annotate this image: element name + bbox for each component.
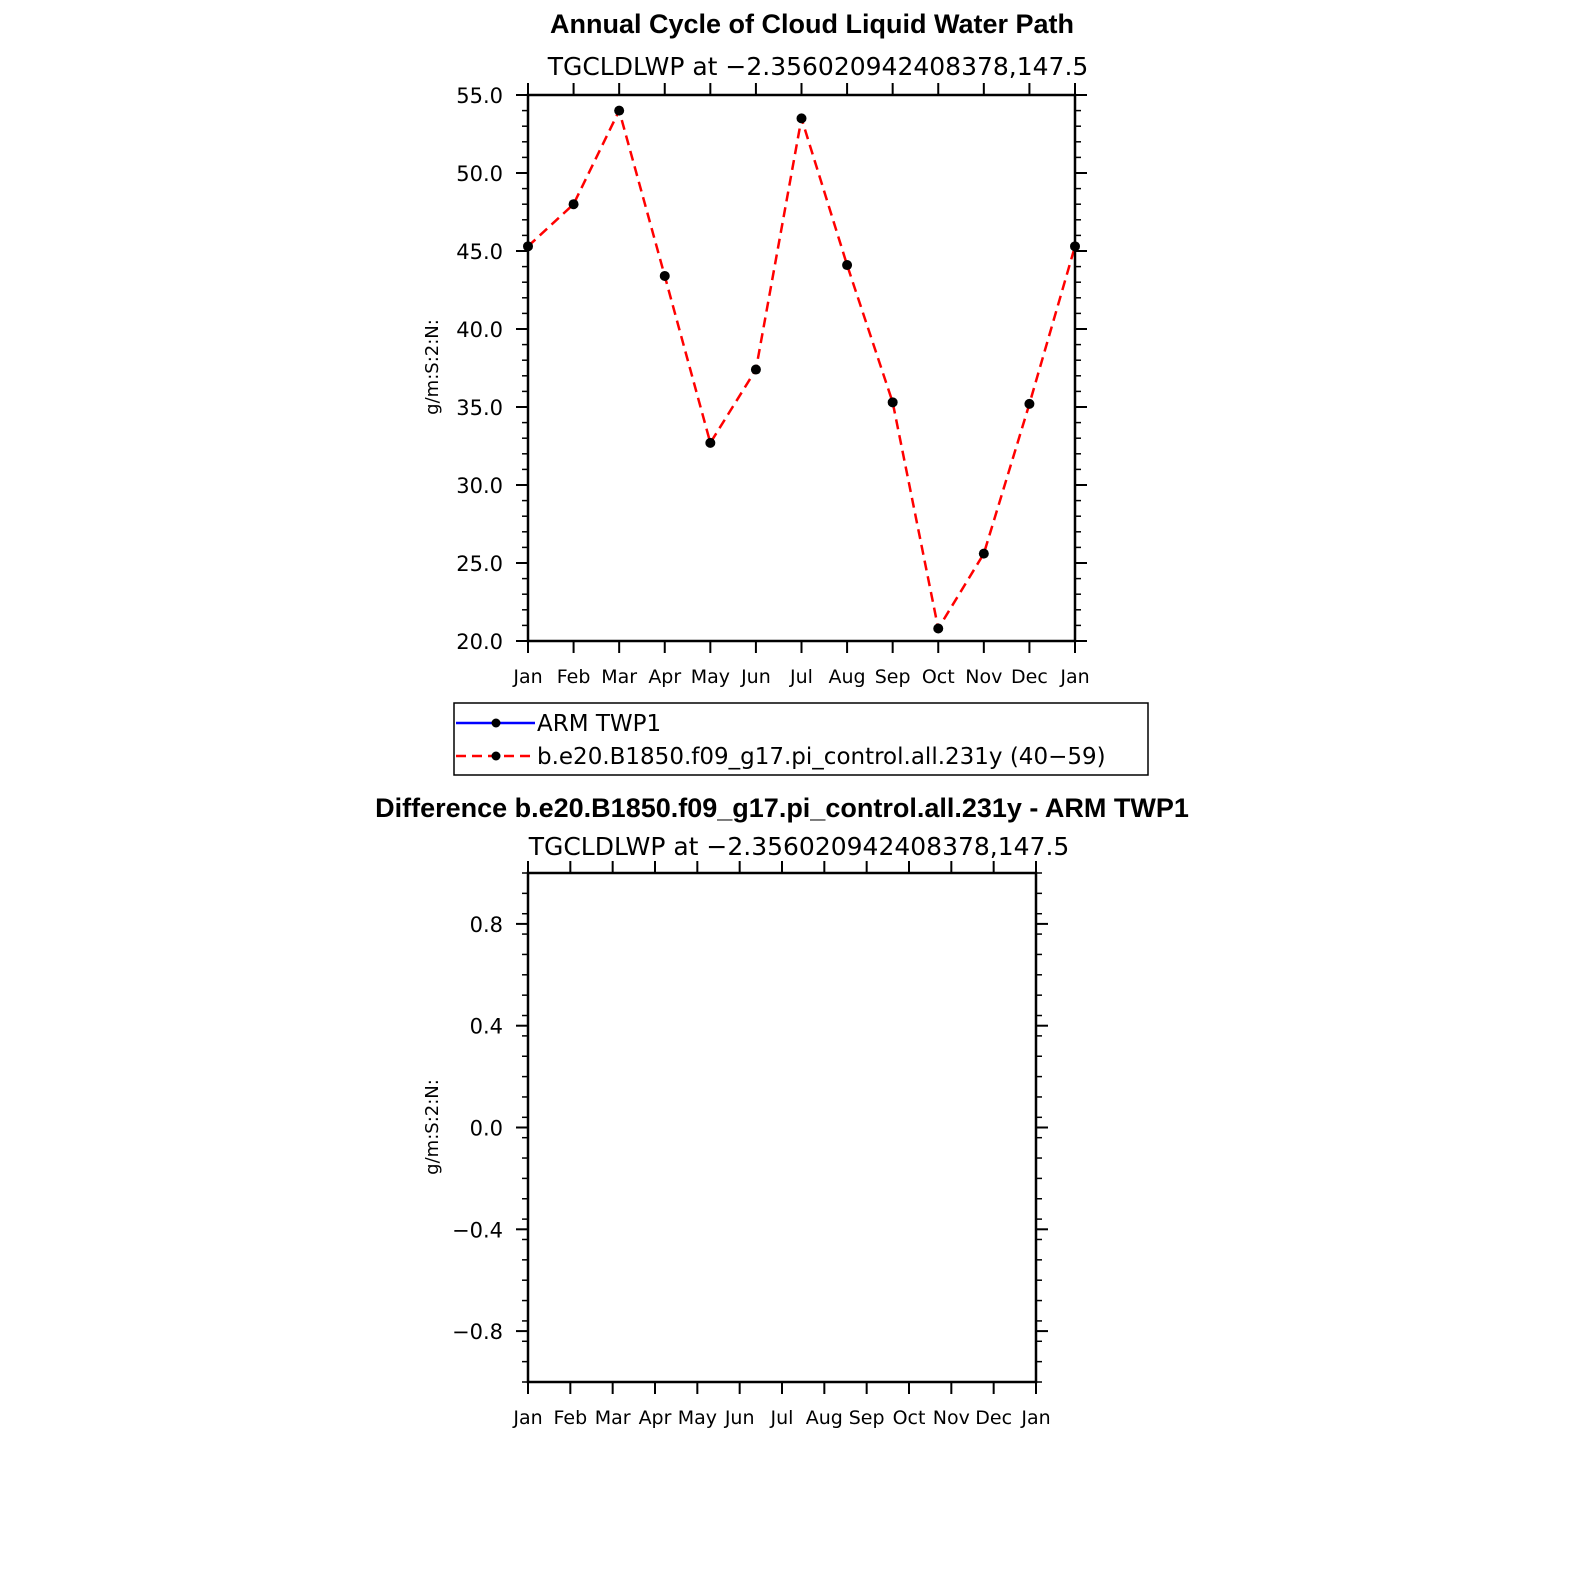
y-tick-label: −0.8: [452, 1320, 503, 1345]
x-tick-label: Feb: [556, 666, 591, 688]
y-tick-label: 30.0: [456, 474, 503, 498]
y-tick-label: 25.0: [456, 552, 503, 576]
x-tick-label: Jul: [770, 1407, 794, 1429]
x-tick-label: Jan: [513, 666, 543, 688]
x-tick-label: Jun: [741, 666, 771, 688]
y-tick-label: −0.4: [452, 1218, 503, 1243]
top-y-tick-labels: [456, 84, 503, 654]
x-tick-label: Jul: [790, 666, 813, 688]
data-point: [660, 271, 670, 281]
x-tick-label: Aug: [805, 1407, 843, 1429]
x-tick-label: May: [677, 1407, 717, 1429]
x-tick-label: Dec: [975, 1407, 1013, 1429]
bottom-y-tick-labels: [452, 913, 503, 1344]
bottom-panel: [375, 793, 1189, 1429]
data-point: [797, 113, 807, 123]
top-panel: [422, 9, 1090, 688]
legend-label-arm: ARM TWP1: [537, 711, 662, 737]
x-tick-label: Jan: [1021, 1407, 1051, 1429]
x-tick-label: Jun: [724, 1407, 755, 1429]
top-ticks: [516, 83, 1087, 653]
top-y-axis-label: g/m:S:2:N:: [422, 319, 443, 415]
x-tick-label: Nov: [965, 666, 1003, 688]
data-point: [705, 438, 715, 448]
bottom-plot-frame: [528, 873, 1036, 1382]
x-tick-label: Oct: [892, 1407, 926, 1429]
bottom-title: Difference b.e20.B1850.f09_g17.pi_control.all.231y - ARM TWP1: [375, 793, 1189, 823]
x-tick-label: Apr: [638, 1407, 672, 1429]
data-point: [979, 549, 989, 559]
top-plot-area: [523, 106, 1080, 634]
bottom-ticks: [516, 861, 1048, 1394]
top-plot-frame: [528, 95, 1075, 641]
legend-marker-arm: [492, 719, 501, 728]
x-tick-label: Mar: [601, 666, 638, 688]
y-tick-label: 35.0: [456, 396, 503, 420]
data-point: [933, 624, 943, 634]
data-point: [888, 397, 898, 407]
y-tick-label: 0.4: [469, 1014, 503, 1039]
y-tick-label: 40.0: [456, 318, 503, 342]
y-tick-label: 0.8: [469, 912, 503, 937]
data-point: [842, 260, 852, 270]
legend: [454, 703, 1148, 775]
x-tick-label: Jan: [1060, 666, 1090, 688]
x-tick-label: Dec: [1011, 666, 1048, 688]
x-tick-label: May: [690, 666, 730, 688]
y-tick-label: 20.0: [456, 630, 503, 654]
x-tick-label: Jan: [513, 1407, 543, 1429]
bottom-x-tick-labels: [512, 1407, 1050, 1429]
legend-marker-model: [492, 752, 501, 761]
x-tick-label: Sep: [848, 1407, 885, 1429]
x-tick-label: Mar: [594, 1407, 631, 1429]
x-tick-label: Sep: [874, 666, 911, 688]
y-tick-label: 0.0: [469, 1116, 503, 1141]
bottom-y-axis-label: g/m:S:2:N:: [422, 1079, 443, 1175]
x-tick-label: Oct: [921, 666, 955, 688]
top-title: Annual Cycle of Cloud Liquid Water Path: [549, 9, 1075, 39]
data-point: [614, 106, 624, 116]
bottom-subtitle: TGCLDLWP at −2.356020942408378,147.5: [528, 832, 1070, 861]
x-tick-label: Nov: [932, 1407, 970, 1429]
data-point: [751, 365, 761, 375]
data-point: [1024, 399, 1034, 409]
data-point: [569, 199, 579, 209]
y-tick-label: 45.0: [456, 240, 503, 264]
y-tick-label: 55.0: [456, 84, 503, 108]
top-x-tick-labels: [512, 666, 1089, 688]
series-line-1: [528, 111, 1075, 629]
x-tick-label: Feb: [553, 1407, 588, 1429]
top-subtitle: TGCLDLWP at −2.356020942408378,147.5: [547, 52, 1089, 81]
x-tick-label: Aug: [828, 666, 866, 688]
y-tick-label: 50.0: [456, 162, 503, 186]
legend-label-model: b.e20.B1850.f09_g17.pi_control.all.231y (40−59): [537, 744, 1106, 770]
x-tick-label: Apr: [648, 666, 682, 688]
